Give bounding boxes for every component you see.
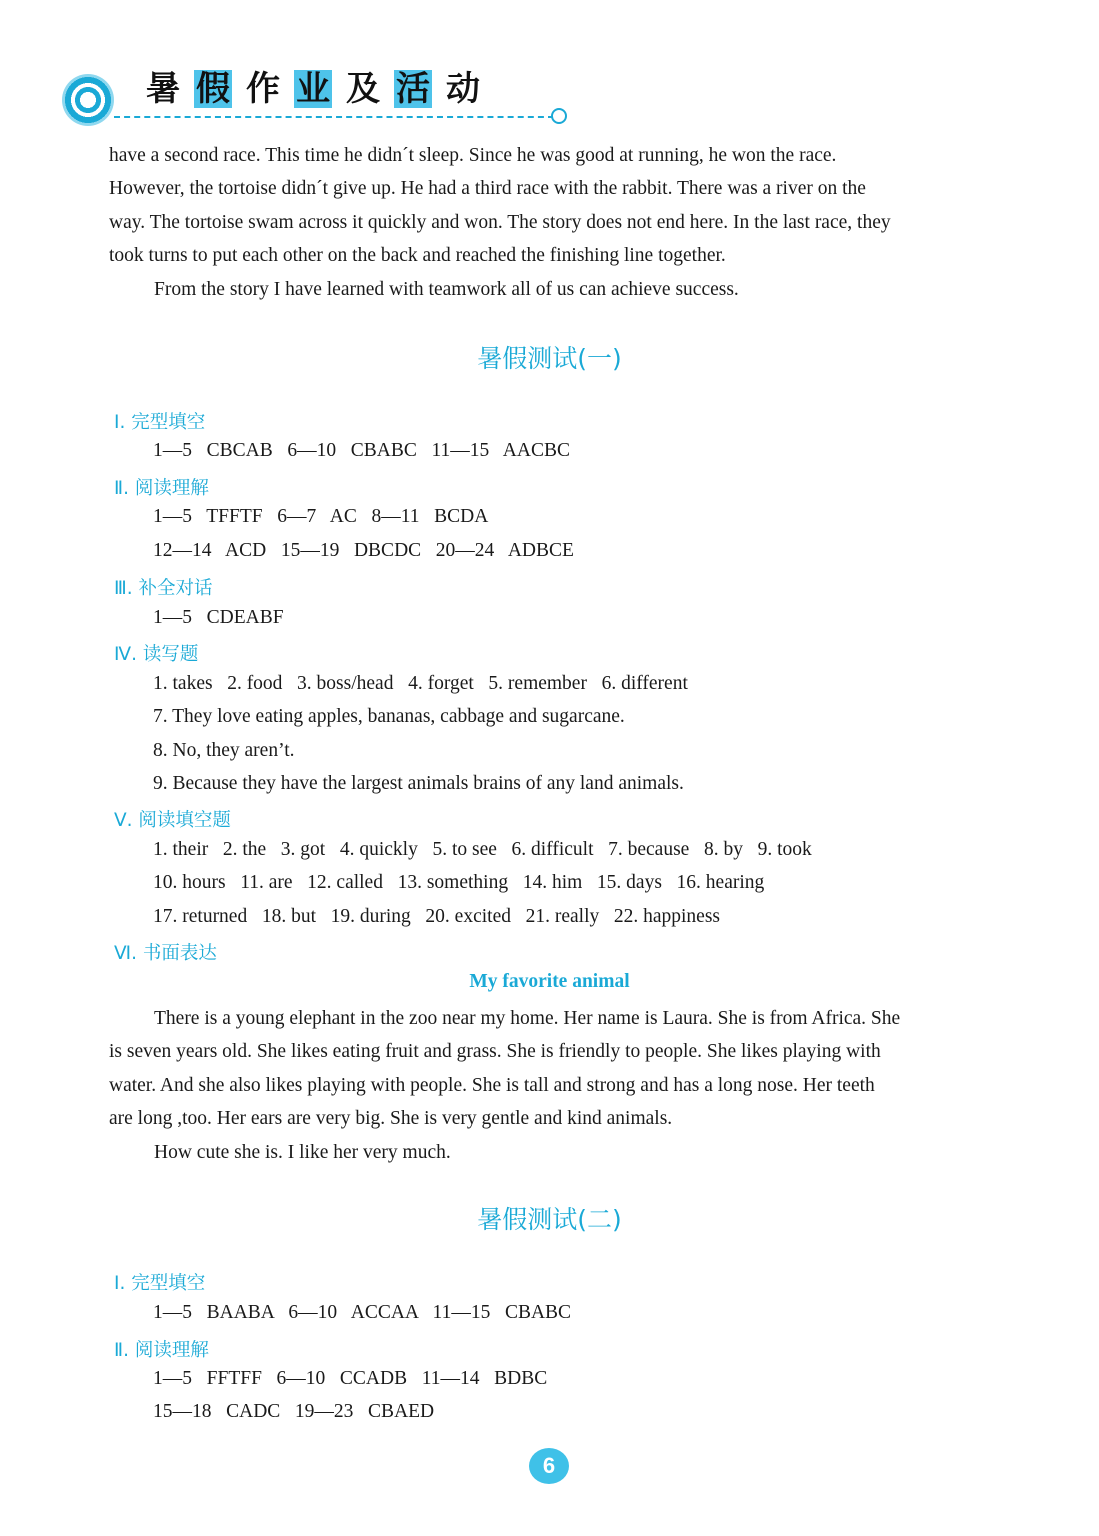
answer-line: 1. takes 2. food 3. boss/head 4. forget 5. remember 6. different [153,673,688,694]
answer-line: 7. They love eating apples, bananas, cabbage and sugarcane. [153,706,625,727]
story-line: took turns to put each other on the back and reached the finishing line together. [109,245,726,267]
essay-line: There is a young elephant in the zoo near my home. Her name is Laura. She is from Africa. She [154,1008,901,1029]
header-char: 业 [296,69,330,109]
story-line: However, the tortoise didn´t give up. He had a third race with the rabbit. There was a river on the [109,178,866,200]
section-label: Ⅰ. 完型填空 [114,1273,206,1294]
header-char: 假 [196,69,230,109]
answer-line: 12—14 ACD 15—19 DBCDC 20—24 ADBCE [153,540,574,561]
section-label: Ⅳ. 读写题 [114,644,199,665]
header-char: 活 [396,69,430,109]
answer-line: 9. Because they have the largest animals brains of any land animals. [153,773,684,794]
answer-line: 8. No, they aren’t. [153,740,295,761]
section-label: Ⅲ. 补全对话 [114,578,213,599]
story-line: way. The tortoise swam across it quickly and won. The story does not end here. In the last race, they [109,211,891,233]
section-label: Ⅱ. 阅读理解 [114,478,209,499]
rule-end-circle-icon [551,108,567,124]
essay-title: My favorite animal [469,971,630,992]
section-label: Ⅴ. 阅读填空题 [114,810,231,831]
page-header [62,68,572,132]
answer-line: 17. returned 18. but 19. during 20. excited 21. really 22. happiness [153,906,721,927]
answer-line: 1—5 FFTFF 6—10 CCADB 11—14 BDBC [153,1368,548,1389]
header-char: 作 [246,69,280,109]
target-logo-icon [62,74,114,126]
answer-line: 1—5 CBCAB 6—10 CBABC 11—15 AACBC [153,440,570,461]
header-dotted-rule [114,116,554,118]
answer-line: 15—18 CADC 19—23 CBAED [153,1401,435,1422]
essay-line: is seven years old. She likes eating fruit and grass. She is friendly to people. She likes playing with [109,1041,881,1063]
answer-line: 1. their 2. the 3. got 4. quickly 5. to see 6. difficult 7. because 8. by 9. took [153,839,812,860]
test-1-title: 暑假测试(一) [477,344,622,373]
story-paragraph [109,139,990,306]
test-2-title: 暑假测试(二) [477,1205,622,1234]
page-number: 6 [529,1448,569,1484]
section-label: Ⅱ. 阅读理解 [114,1340,209,1361]
answer-line: 1—5 BAABA 6—10 ACCAA 11—15 CBABC [153,1302,572,1323]
essay-line: are long ,too. Her ears are very big. She is very gentle and kind animals. [109,1108,673,1130]
answer-line: 1—5 CDEABF [153,607,284,628]
essay-ending: How cute she is. I like her very much. [154,1141,451,1163]
header-char: 暑 [146,69,180,109]
header-char: 及 [346,69,380,109]
header-title [144,70,482,108]
essay-line: water. And she also likes playing with people. She is tall and strong and has a long nose. Her teeth [109,1074,875,1096]
story-conclusion: From the story I have learned with teamwork all of us can achieve success. [154,278,739,300]
header-char: 动 [446,69,480,109]
section-label: Ⅰ. 完型填空 [114,412,206,433]
story-line: have a second race. This time he didn´t sleep. Since he was good at running, he won the race. [109,145,837,166]
essay-paragraph [109,1002,990,1169]
section-label: Ⅵ. 书面表达 [114,943,217,964]
answer-line: 1—5 TFFTF 6—7 AC 8—11 BCDA [153,506,489,527]
answer-line: 10. hours 11. are 12. called 13. something 14. him 15. days 16. hearing [153,872,765,893]
